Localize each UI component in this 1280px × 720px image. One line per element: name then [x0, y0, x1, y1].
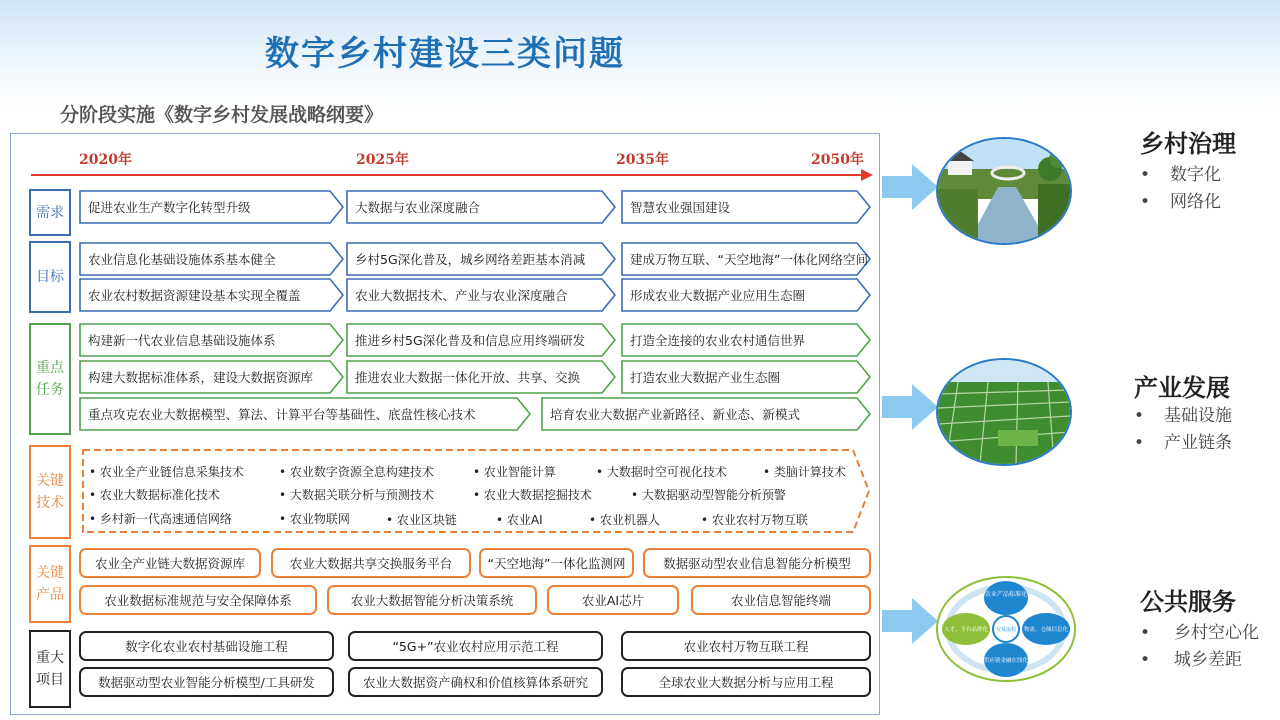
roadmap-step-text: 推进乡村5G深化普及和信息应用终端研发 [355, 333, 586, 348]
diagram-label: 人才、平台品牌化 [943, 627, 989, 633]
project-box: 数据驱动型农业智能分析模型/工具研发 [79, 667, 334, 697]
roadmap-step [79, 360, 344, 394]
side-item: • 乡村空心化 [1140, 623, 1259, 643]
diagram-label: 农业产品标准化 [984, 591, 1028, 598]
side-heading-governance: 乡村治理 [1140, 130, 1236, 158]
tech-item: • 农业智能计算 [473, 465, 556, 479]
roadmap-step-text: 推进农业大数据一体化开放、共享、交换 [355, 370, 581, 385]
product-box: “天空地海”一体化监测网 [479, 548, 634, 578]
roadmap-step [541, 397, 871, 431]
tech-item: • 农业AI [496, 513, 543, 527]
page-subtitle: 分阶段实施《数字乡村发展战略纲要》 [60, 104, 384, 126]
roadmap-step [346, 323, 616, 357]
diagram-label: 物流、仓储信息化 [1023, 627, 1069, 633]
side-item: • 数字化 [1140, 165, 1221, 185]
roadmap-step [79, 323, 344, 357]
roadmap-step-text: 智慧农业强国建设 [630, 200, 731, 215]
roadmap-step-text: 培育农业大数据产业新路径、新业态、新模式 [550, 407, 801, 422]
roadmap-step [79, 397, 531, 431]
category-product [29, 545, 71, 623]
side-item-text: 城乡差距 [1174, 650, 1242, 670]
product-box: 农业AI芯片 [547, 585, 679, 615]
product-box: 农业大数据共享交换服务平台 [271, 548, 471, 578]
diagram-label: 供应链金融在线化 [983, 658, 1029, 664]
category-tech [29, 445, 71, 539]
page-title: 数字乡村建设三类问题 [265, 34, 625, 74]
roadmap-step [621, 242, 871, 276]
roadmap-step-text: 乡村5G深化普及，城乡网络差距基本消减 [355, 252, 586, 267]
tech-item: • 大数据驱动型智能分析预警 [631, 488, 786, 502]
category-demand [29, 189, 71, 236]
side-item: • 产业链条 [1134, 433, 1232, 453]
product-box: 农业数据标准规范与安全保障体系 [79, 585, 317, 615]
tech-item: • 类脑计算技术 [763, 465, 846, 479]
tech-item: • 乡村新一代高速通信网络 [89, 512, 232, 526]
side-item: • 网络化 [1140, 192, 1221, 212]
project-box: 数字化农业农村基础设施工程 [79, 631, 334, 661]
side-item: • 基础设施 [1134, 406, 1232, 426]
side-heading-industry: 产业发展 [1134, 374, 1230, 402]
roadmap-step [621, 190, 871, 224]
category-text: 产品 [36, 587, 64, 603]
category-text: 重点 [36, 360, 64, 376]
roadmap-step-text: 重点攻克农业大数据模型、算法、计算平台等基础性、底盘性核心技术 [88, 407, 476, 422]
tech-item: • 大数据关联分析与预测技术 [279, 488, 434, 502]
category-text: 关键 [36, 473, 64, 489]
side-item: • 城乡差距 [1140, 650, 1242, 670]
tech-item: • 农业农村万物互联 [701, 513, 808, 527]
timeline-arrow [31, 174, 863, 176]
right-arrow-icon [882, 384, 938, 430]
tech-item: • 大数据时空可视化技术 [596, 465, 727, 479]
tech-item: • 农业大数据挖掘技术 [473, 488, 592, 502]
side-heading-public-service: 公共服务 [1140, 588, 1236, 616]
farm-fields-image [936, 358, 1072, 466]
tech-item: • 农业机器人 [589, 513, 660, 527]
product-box: 农业大数据智能分析决策系统 [327, 585, 537, 615]
roadmap-step-text: 农业大数据技术、产业与农业深度融合 [355, 288, 568, 303]
side-item-text: 网络化 [1170, 192, 1221, 212]
roadmap-step [346, 242, 616, 276]
project-box: 全球农业大数据分析与应用工程 [621, 667, 871, 697]
roadmap-step-text: 构建大数据标准体系，建设大数据资源库 [88, 370, 314, 385]
right-arrow-icon [882, 164, 938, 210]
category-text: 任务 [36, 382, 64, 398]
roadmap-step [346, 278, 616, 312]
side-item-text: 乡村空心化 [1174, 623, 1259, 643]
project-box: 农业农村万物互联工程 [621, 631, 871, 661]
category-text: 重大 [36, 650, 64, 666]
product-box: 农业全产业链大数据资源库 [79, 548, 261, 578]
category-text: 目标 [36, 269, 64, 285]
tech-item: • 农业全产业链信息采集技术 [89, 465, 244, 479]
category-goal [29, 241, 71, 313]
category-task [29, 323, 71, 435]
tech-item: • 农业区块链 [386, 513, 457, 527]
roadmap-step [621, 360, 871, 394]
tech-item: • 农业大数据标准化技术 [89, 488, 220, 502]
roadmap-step-text: 构建新一代农业信息基础设施体系 [88, 333, 276, 348]
category-text: 项目 [36, 672, 64, 688]
product-box: 数据驱动型农业信息智能分析模型 [643, 548, 871, 578]
roadmap-step [621, 323, 871, 357]
roadmap-step-text: 大数据与农业深度融合 [355, 200, 481, 215]
category-text: 关键 [36, 565, 64, 581]
year-label: 2020年 [79, 152, 132, 168]
roadmap-step [79, 190, 344, 224]
roadmap-step [79, 278, 344, 312]
tech-item: • 农业数字资源全息构建技术 [279, 465, 434, 479]
year-label: 2050年 [811, 152, 864, 168]
category-text: 需求 [36, 204, 64, 221]
roadmap-step [346, 360, 616, 394]
diagram-label: 交易流程 [995, 627, 1017, 633]
service-diagram [936, 576, 1076, 682]
tech-item: • 农业物联网 [279, 512, 350, 526]
roadmap-step [621, 278, 871, 312]
roadmap-step [79, 242, 344, 276]
roadmap-step [346, 190, 616, 224]
year-label: 2035年 [616, 152, 669, 168]
roadmap-step-text: 打造全连接的农业农村通信世界 [630, 333, 806, 348]
roadmap-step-text: 形成农业大数据产业应用生态圈 [630, 288, 806, 303]
year-label: 2025年 [356, 152, 409, 168]
side-item-text: 基础设施 [1164, 406, 1232, 426]
category-text: 技术 [36, 495, 64, 511]
roadmap-panel [10, 133, 880, 715]
roadmap-step-text: 打造农业大数据产业生态圈 [630, 370, 781, 385]
project-box: “5G+”农业农村应用示范工程 [348, 631, 603, 661]
project-box: 农业大数据资产确权和价值核算体系研究 [348, 667, 603, 697]
roadmap-step-text: 农业农村数据资源建设基本实现全覆盖 [88, 288, 301, 303]
roadmap-step-text: 促进农业生产数字化转型升级 [88, 200, 251, 215]
roadmap-step-text: 建成万物互联、“天空地海”一体化网络空间 [630, 252, 868, 267]
right-arrow-icon [882, 598, 938, 644]
product-box: 农业信息智能终端 [691, 585, 871, 615]
roadmap-step-text: 农业信息化基础设施体系基本健全 [88, 252, 276, 267]
side-item-text: 产业链条 [1164, 433, 1232, 453]
category-project [29, 630, 71, 708]
side-item-text: 数字化 [1170, 165, 1221, 185]
village-canal-image [936, 137, 1072, 245]
